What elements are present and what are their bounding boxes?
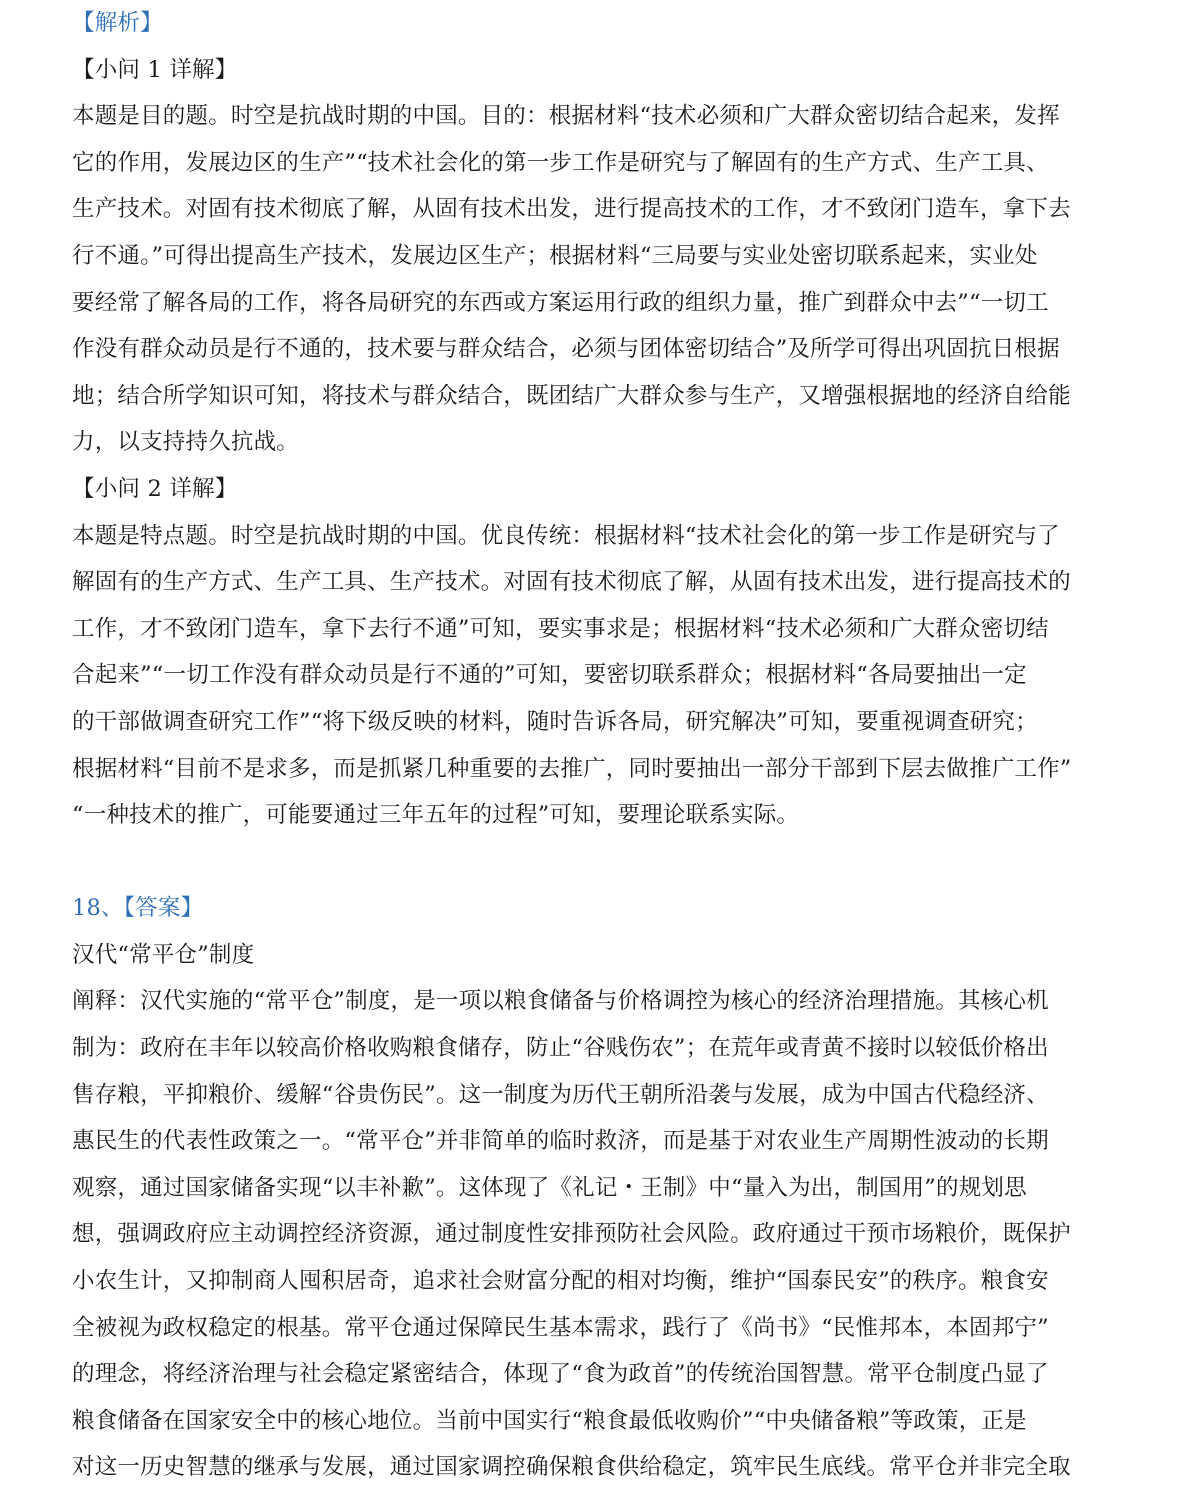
q2-line: “一种技术的推广，可能要通过三年五年的过程”可知，要理论联系实际。 (72, 802, 800, 829)
q18-line: 小农生计，又抑制商人囤积居奇，追求社会财富分配的相对均衡，维护“国泰民安”的秩序。粮食安 (72, 1268, 1049, 1295)
q2-line: 工作，才不致闭门造车，拿下去行不通”可知，要实事求是；根据材料“技术必须和广大群众密切结 (72, 615, 1049, 642)
q1-line: 本题是目的题。时空是抗战时期的中国。目的：根据材料“技术必须和广大群众密切结合起来，发挥 (72, 103, 1060, 130)
q18-line: 售存粮，平抑粮价、缓解“谷贵伤民”。这一制度为历代王朝所沿袭与发展，成为中国古代稳经济、 (72, 1081, 1049, 1108)
q18-body (72, 978, 1118, 1491)
q1-line: 力，以支持持久抗战。 (72, 429, 300, 456)
q1-line: 作没有群众动员是行不通的，技术要与群众结合，必须与团体密切结合”及所学可得出巩固抗日根据 (72, 336, 1060, 363)
q18-line: 想，强调政府应主动调控经济资源，通过制度性安排预防社会风险。政府通过干预市场粮价，既保护 (72, 1221, 1071, 1248)
q2-line: 本题是特点题。时空是抗战时期的中国。优良传统：根据材料“技术社会化的第一步工作是研究与了 (72, 522, 1060, 549)
q1-line: 生产技术。对固有技术彻底了解，从固有技术出发，进行提高技术的工作，才不致闭门造车，拿下去 (72, 196, 1071, 223)
q18-line: 全被视为政权稳定的根基。常平仓通过保障民生基本需求，践行了《尚书》“民惟邦本，本固邦宁” (72, 1314, 1049, 1341)
q18-line: 对这一历史智慧的继承与发展，通过国家调控确保粮食供给稳定，筑牢民生底线。常平仓并非完全取 (72, 1454, 1071, 1481)
q1-line: 地；结合所学知识可知，将技术与群众结合，既团结广大群众参与生产，又增强根据地的经济自给能 (72, 382, 1071, 409)
q2-line: 合起来”“一切工作没有群众动员是行不通的”可知，要密切联系群众；根据材料“各局要抽出一定 (72, 662, 1027, 689)
q1-body (72, 93, 1118, 466)
analysis-heading: 【解析】 (72, 10, 163, 36)
q2-line: 根据材料“目前不是求多，而是抓紧几种重要的去推广，同时要抽出一部分干部到下层去做推广工作” (72, 755, 1072, 782)
q18-line: 粮食储备在国家安全中的核心地位。当前中国实行“粮食最低收购价”“中央储备粮”等政策，正是 (72, 1407, 1027, 1434)
q1-line: 要经常了解各局的工作，将各局研究的东西或方案运用行政的组织力量，推广到群众中去”“一切工 (72, 289, 1049, 316)
q2-heading: 【小问 2 详解】 (72, 475, 238, 502)
section-spacer (72, 839, 1118, 886)
q18-line: 制为：政府在丰年以较高价格收购粮食储存，防止“谷贱伤农”；在荒年或青黄不接时以较低价格出 (72, 1035, 1049, 1062)
document-page (72, 0, 1118, 1491)
q2-body (72, 513, 1118, 839)
q18-line: 阐释：汉代实施的“常平仓”制度，是一项以粮食储备与价格调控为核心的经济治理措施。其核心机 (72, 988, 1049, 1015)
q1-line: 行不通。”可得出提高生产技术，发展边区生产；根据材料“三局要与实业处密切联系起来，实业处 (72, 242, 1038, 269)
q18-answer-title: 汉代“常平仓”制度 (72, 941, 255, 968)
q18-line: 惠民生的代表性政策之一。“常平仓”并非简单的临时救济，而是基于对农业生产周期性波动的长期 (72, 1128, 1049, 1155)
q18-heading: 18、【答案】 (72, 895, 204, 922)
q18-line: 的理念，将经济治理与社会稳定紧密结合，体现了“食为政首”的传统治国智慧。常平仓制度凸显了 (72, 1361, 1049, 1388)
q1-line: 它的作用，发展边区的生产”“技术社会化的第一步工作是研究与了解固有的生产方式、生产工具、 (72, 149, 1049, 176)
q18-line: 观察，通过国家储备实现“以丰补歉”。这体现了《礼记・王制》中“量入为出，制国用”的规划思 (72, 1174, 1027, 1201)
q2-line: 解固有的生产方式、生产工具、生产技术。对固有技术彻底了解，从固有技术出发，进行提高技术的 (72, 569, 1071, 596)
q2-line: 的干部做调查研究工作”“将下级反映的材料，随时告诉各局，研究解决”可知，要重视调查研究； (72, 708, 1038, 735)
q1-heading: 【小问 1 详解】 (72, 56, 238, 83)
